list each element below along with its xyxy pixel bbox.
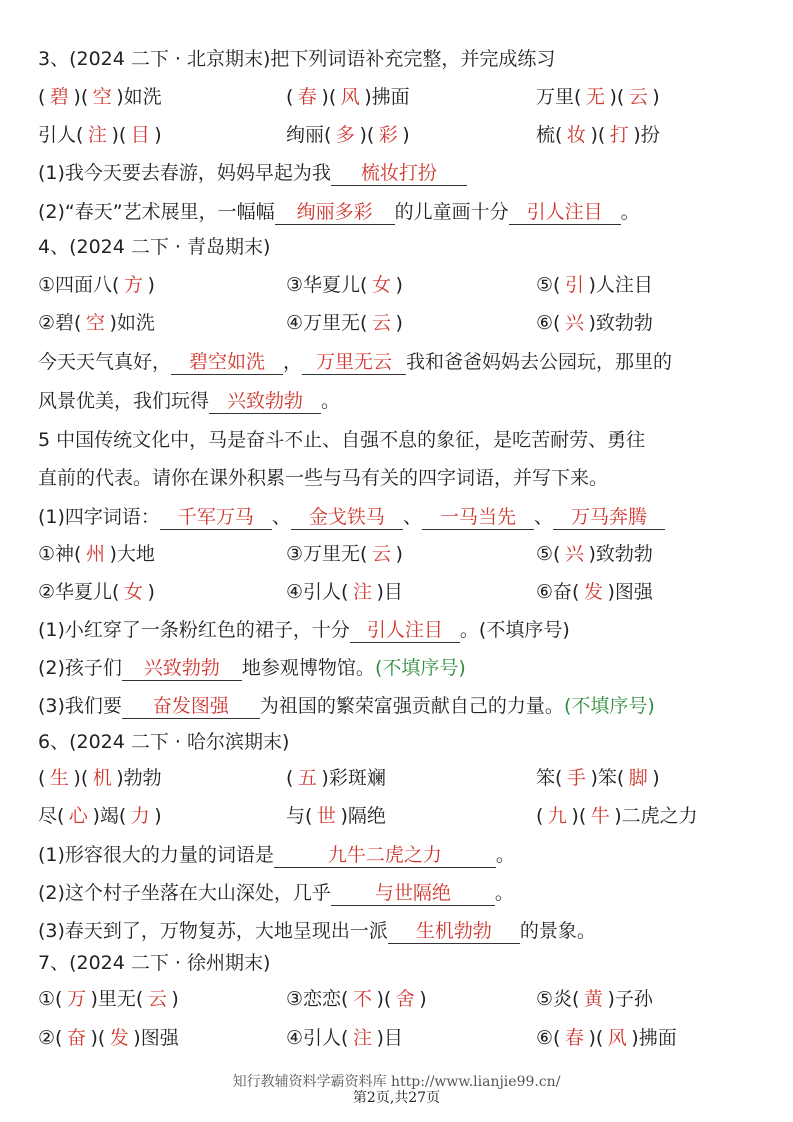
q3-r2-c1: 引人( 注 )( 目 ) — [38, 124, 162, 146]
q3-sentence-2: (2)“春天”艺术展里，一幅幅 绚丽多彩 的儿童画十分 引人注目 。 — [38, 201, 640, 223]
q6-r2-c3: ( 九 )( 牛 )二虎之力 — [536, 805, 698, 827]
q5-r2-c3: ⑥奋( 发 )图强 — [536, 581, 653, 603]
q6-r2-c2: 与( 世 )隔绝 — [286, 805, 386, 827]
q7-r2-c1: ②( 奋 )( 发 )图强 — [38, 1027, 179, 1049]
q5-words: (1)四字词语： 千军万马 、 金戈铁马 、 一马当先 、 万马奔腾 — [38, 504, 665, 530]
q6-r1-c2: ( 五 )彩斑斓 — [286, 767, 386, 789]
q6-sentence-1: (1)形容很大的力量的词语是 九牛二虎之力 。 — [38, 844, 515, 866]
q5-title-line-1: 5 中国传统文化中，马是奋斗不止、自强不息的象征，是吃苦耐劳、勇往 — [38, 429, 646, 451]
q7-r1-c1: ①( 万 )里无( 云 ) — [38, 988, 179, 1010]
q5-sentence-3: (3)我们要 奋发图强 为祖国的繁荣富强贡献自己的力量。(不填序号) — [38, 695, 655, 717]
q3-r1-c3: 万里( 无 )( 云 ) — [536, 86, 660, 108]
q4-r2-c2: ④万里无( 云 ) — [286, 312, 403, 334]
q5-title-line-2: 直前的代表。请你在课外积累一些与马有关的四字词语，并写下来。 — [38, 467, 609, 489]
q5-sentence-2: (2)孩子们 兴致勃勃 地参观博物馆。(不填序号) — [38, 657, 466, 679]
q4-r1-c1: ①四面八( 方 ) — [38, 274, 155, 296]
page-number: 第2页,共27页 — [352, 1090, 441, 1106]
q4-paragraph-line-1: 今天天气真好， 碧空如洗 ， 万里无云 我和爸爸妈妈去公园玩，那里的 — [38, 351, 673, 373]
q6-sentence-3: (3)春天到了，万物复苏，大地呈现出一派 生机勃勃 的景象。 — [38, 920, 596, 942]
q3-r1-c2: ( 春 )( 风 )拂面 — [286, 86, 410, 108]
q3-sentence-1: (1)我今天要去春游，妈妈早起为我 梳妆打扮 — [38, 160, 467, 186]
q7-r2-c3: ⑥( 春 )( 风 )拂面 — [536, 1027, 677, 1049]
q7-r1-c3: ⑤炎( 黄 )子孙 — [536, 988, 653, 1010]
q5-r1-c2: ③万里无( 云 ) — [286, 543, 403, 565]
q6-r1-c1: ( 生 )( 机 )勃勃 — [38, 767, 162, 789]
q6-sentence-2: (2)这个村子坐落在大山深处，几乎 与世隔绝 。 — [38, 882, 514, 904]
q3-title: 3、(2024 二下 · 北京期末)把下列词语补充完整，并完成练习 — [38, 48, 556, 70]
q4-title: 4、(2024 二下 · 青岛期末) — [38, 236, 271, 258]
q3-r2-c2: 绚丽( 多 )( 彩 ) — [286, 124, 410, 146]
footer-watermark: 知行教辅资料学霸资料库 http://www.lianjie99.cn/ — [232, 1074, 561, 1090]
q7-r1-c2: ③恋恋( 不 )( 舍 ) — [286, 988, 427, 1010]
q4-r2-c1: ②碧( 空 )如洗 — [38, 312, 155, 334]
q4-r1-c3: ⑤( 引 )人注目 — [536, 274, 653, 296]
q5-r2-c1: ②华夏儿( 女 ) — [38, 581, 155, 603]
q3-r2-c3: 梳( 妆 )( 打 )扮 — [536, 124, 660, 146]
q6-r1-c3: 笨( 手 )笨( 脚 ) — [536, 767, 660, 789]
q6-title: 6、(2024 二下 · 哈尔滨期末) — [38, 731, 290, 753]
q3-r1-c1: ( 碧 )( 空 )如洗 — [38, 86, 162, 108]
q5-sentence-1: (1)小红穿了一条粉红色的裙子，十分 引人注目 。(不填序号) — [38, 619, 570, 641]
q5-r1-c1: ①神( 州 )大地 — [38, 543, 155, 565]
q5-r1-c3: ⑤( 兴 )致勃勃 — [536, 543, 653, 565]
q4-r1-c2: ③华夏儿( 女 ) — [286, 274, 403, 296]
q5-r2-c2: ④引人( 注 )目 — [286, 581, 403, 603]
q7-title: 7、(2024 二下 · 徐州期末) — [38, 952, 271, 974]
q4-paragraph-line-2: 风景优美，我们玩得 兴致勃勃 。 — [38, 390, 341, 412]
q4-r2-c3: ⑥( 兴 )致勃勃 — [536, 312, 653, 334]
q7-r2-c2: ④引人( 注 )目 — [286, 1027, 403, 1049]
q6-r2-c1: 尽( 心 )竭( 力 ) — [38, 805, 162, 827]
